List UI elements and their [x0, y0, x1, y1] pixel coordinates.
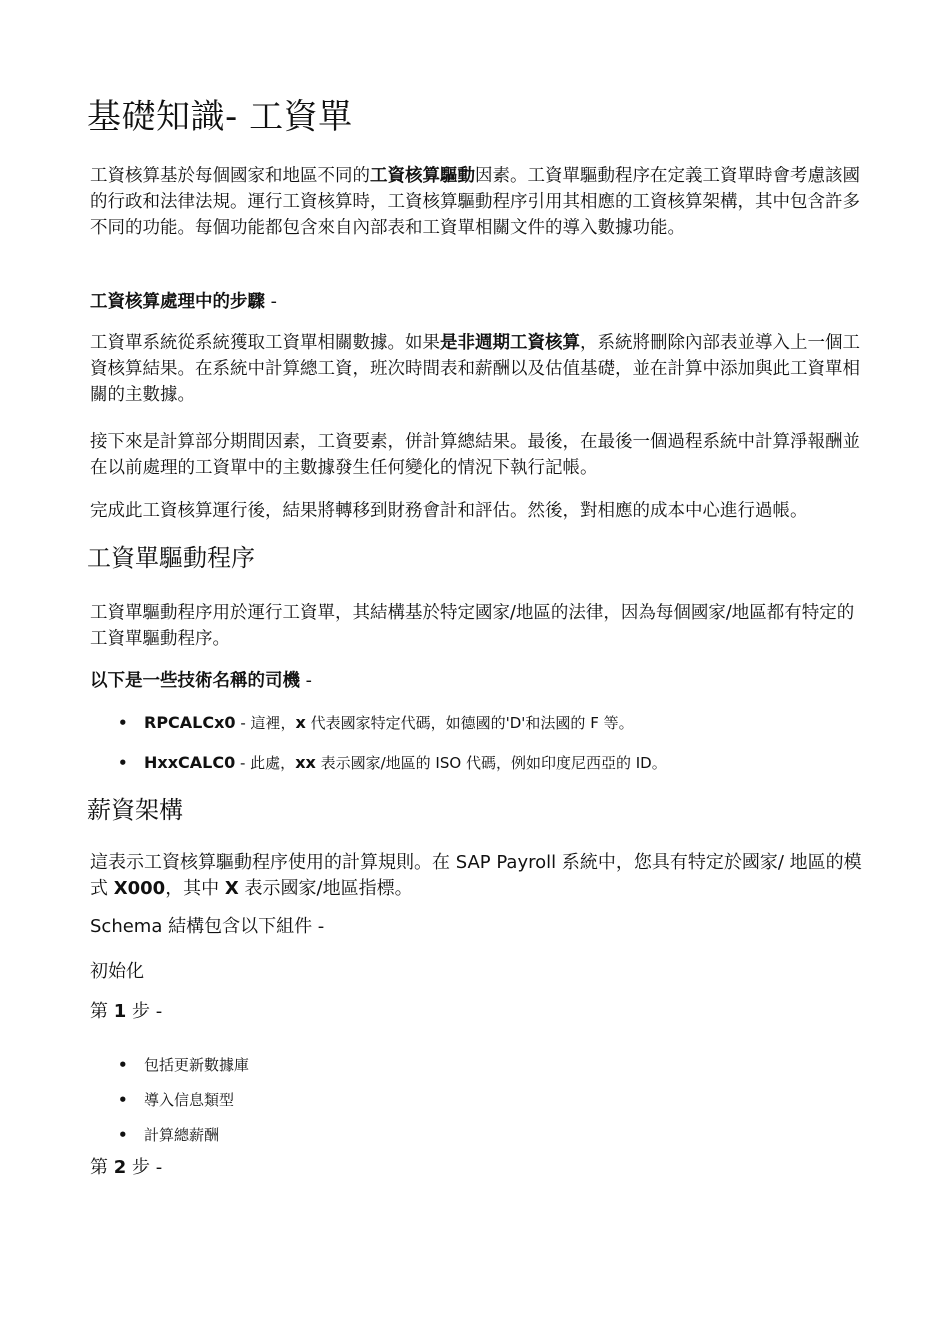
steps-p1-post: ，系統將刪除內部表並導入上一個工資核算結果。在系統中計算總工資，班次時間表和薪酬以及估值基礎，並在計算中添加與此工資單相關的主數據。	[90, 333, 860, 405]
tech-item-sep: - 此處，	[235, 754, 296, 772]
tech-item-name: RPCALCx0	[144, 713, 236, 732]
steps-heading	[90, 289, 277, 315]
step1-item-text: 導入信息類型	[144, 1091, 235, 1109]
schema-components-line: Schema 結構包含以下組件 -	[90, 916, 325, 937]
schema-x: X	[224, 878, 239, 899]
step-1-post: 步 -	[126, 1001, 163, 1022]
schema-text-mid: ，其中	[165, 878, 225, 899]
step-2-pre: 第	[90, 1157, 114, 1178]
driver-heading: 工資單驅動程序	[87, 544, 255, 572]
tech-names-heading	[90, 668, 312, 694]
page-title: 基礎知識- 工資單	[87, 97, 353, 137]
tech-item-sep: - 這裡，	[235, 714, 296, 732]
step-2-post: 步 -	[126, 1157, 163, 1178]
tech-item-desc: 表示國家/地區的 ISO 代碼，例如印度尼西亞的 ID。	[320, 754, 667, 772]
steps-p1-emphasis: 是非週期工資核算	[440, 333, 580, 353]
schema-text-post: 表示國家/地區指標。	[238, 878, 413, 899]
step1-item-text: 包括更新數據庫	[144, 1056, 250, 1074]
schema-x000: X000	[113, 878, 166, 899]
step-1-heading	[90, 999, 162, 1025]
schema-paragraph	[90, 850, 865, 902]
init-heading: 初始化	[90, 961, 144, 982]
schema-heading: 薪資架構	[87, 796, 183, 824]
intro-paragraph	[90, 163, 865, 241]
bullet-icon: •	[118, 1056, 128, 1074]
steps-paragraph-1	[90, 330, 865, 408]
schema-text-pre: 這表示工資核算驅動程序使用的計算規則。在 SAP Payroll 系統中，您具有特定於國家/ 地區的模式	[90, 852, 862, 899]
tech-item-name: HxxCALC0	[144, 753, 236, 772]
bullet-icon: •	[118, 1091, 128, 1109]
steps-paragraph-3: 完成此工資核算運行後，結果將轉移到財務會計和評估。然後，對相應的成本中心進行過帳。	[90, 501, 808, 521]
tech-item-var: x	[295, 713, 306, 732]
bullet-icon: •	[118, 1126, 128, 1144]
steps-paragraph-2: 接下來是計算部分期間因素，工資要素，併計算總結果。最後，在最後一個過程系統中計算淨報酬並在以前處理的工資單中的主數據發生任何變化的情況下執行記帳。	[90, 432, 860, 478]
step1-item-text: 計算總薪酬	[144, 1126, 220, 1144]
tech-heading-text: 以下是一些技術名稱的司機	[90, 671, 300, 691]
tech-item-desc: 代表國家特定代碼，如德國的'D'和法國的 F 等。	[310, 714, 634, 732]
bullet-icon: •	[118, 714, 128, 732]
steps-heading-text: 工資核算處理中的步驟	[90, 292, 265, 312]
steps-heading-suffix: -	[265, 292, 277, 312]
tech-heading-suffix: -	[300, 671, 312, 691]
intro-emphasis: 工資核算驅動	[370, 166, 475, 186]
step-2-heading	[90, 1155, 162, 1181]
steps-p1-pre: 工資單系統從系統獲取工資單相關數據。如果	[90, 333, 440, 353]
step-2-number: 2	[113, 1157, 127, 1178]
driver-paragraph: 工資單驅動程序用於運行工資單，其結構基於特定國家/地區的法律，因為每個國家/地區都有特定的工資單驅動程序。	[90, 603, 855, 649]
step-1-number: 1	[113, 1001, 127, 1022]
intro-text-pre: 工資核算基於每個國家和地區不同的	[90, 166, 370, 186]
step-1-pre: 第	[90, 1001, 114, 1022]
tech-item-var: xx	[295, 753, 316, 772]
intro-text-post: 因素。工資單驅動程序在定義工資單時會考慮該國的行政和法律法規。運行工資核算時，工資核算驅動程序引用其相應的工資核算架構，其中包含許多不同的功能。每個功能都包含來自內部表和工資單相關文件的導入數據功能。	[90, 166, 860, 238]
bullet-icon: •	[118, 754, 128, 772]
